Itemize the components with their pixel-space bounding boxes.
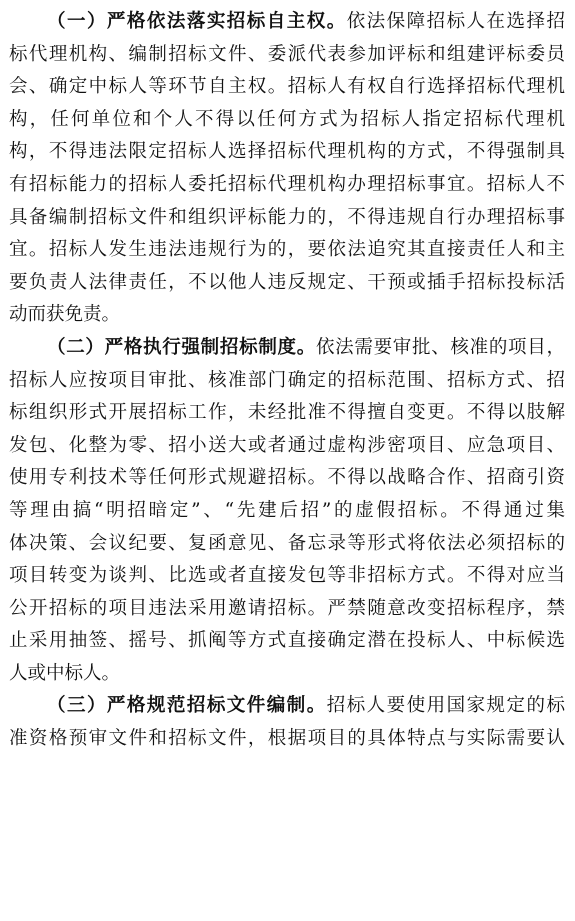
section-1-line-1: 标代理机构、编制招标文件、委派代表参加评标和组建评标委员 [9, 43, 565, 65]
section-3-first-line [9, 690, 565, 723]
section-1-line-8: 要负责人法律责任，不以他人违反规定、干预或插手招标投标活 [9, 271, 565, 293]
section-2-line-0: 依法需要审批、核准的项目， [315, 336, 565, 358]
section-1-line-4: 构，不得违法限定招标人选择招标代理机构的方式，不得强制具 [9, 141, 565, 163]
section-2-heading: （二）严格执行强制招标制度。 [47, 336, 316, 358]
section-3-heading: （三）严格规范招标文件编制。 [47, 695, 327, 717]
section-2-line-1: 招标人应按项目审批、核准部门确定的招标范围、招标方式、招 [9, 369, 565, 391]
section-2-line-10: 人或中标人。 [9, 662, 121, 684]
section-1-line-6: 具备编制招标文件和组织评标能力的，不得违规自行办理招标事 [9, 206, 565, 228]
section-2-line-2: 标组织形式开展招标工作，未经批准不得擅自变更。不得以肢解 [9, 402, 565, 424]
section-3-line-1: 准资格预审文件和招标文件，根据项目的具体特点与实际需要认 [9, 728, 565, 750]
section-2-line-4: 使用专利技术等任何形式规避招标。不得以战略合作、招商引资 [9, 467, 565, 489]
section-1-line-5: 有招标能力的招标人委托招标代理机构办理招标事宜。招标人不 [9, 173, 565, 195]
section-1-line-9: 动而获免责。 [9, 304, 121, 326]
section-1-line-3: 构，任何单位和个人不得以任何方式为招标人指定招标代理机 [9, 108, 565, 130]
section-2-line-6: 体决策、会议纪要、复函意见、备忘录等形式将依法必须招标的 [9, 532, 565, 554]
section-2-first-line [9, 332, 565, 365]
section-1-line-7: 宜。招标人发生违法违规行为的，要依法追究其直接责任人和主 [9, 239, 565, 261]
section-1-heading: （一）严格依法落实招标自主权。 [47, 11, 347, 32]
section-1-first-line [9, 6, 565, 39]
section-1-line-2: 会、确定中标人等环节自主权。招标人有权自行选择招标代理机 [9, 76, 565, 98]
section-2-line-3: 发包、化整为零、招小送大或者通过虚构涉密项目、应急项目、 [9, 434, 565, 456]
section-2-line-5: 等理由搞“明招暗定”、“先建后招”的虚假招标。不得通过集 [9, 499, 565, 521]
section-2-line-8: 公开招标的项目违法采用邀请招标。严禁随意改变招标程序，禁 [9, 597, 565, 619]
section-3-line-0: 招标人要使用国家规定的标 [326, 695, 565, 717]
section-2-line-7: 项目转变为谈判、比选或者直接发包等非招标方式。不得对应当 [9, 565, 565, 587]
section-2-line-9: 止采用抽签、摇号、抓阄等方式直接确定潜在投标人、中标候选 [9, 630, 565, 652]
section-1-line-0: 依法保障招标人在选择招 [346, 11, 565, 32]
